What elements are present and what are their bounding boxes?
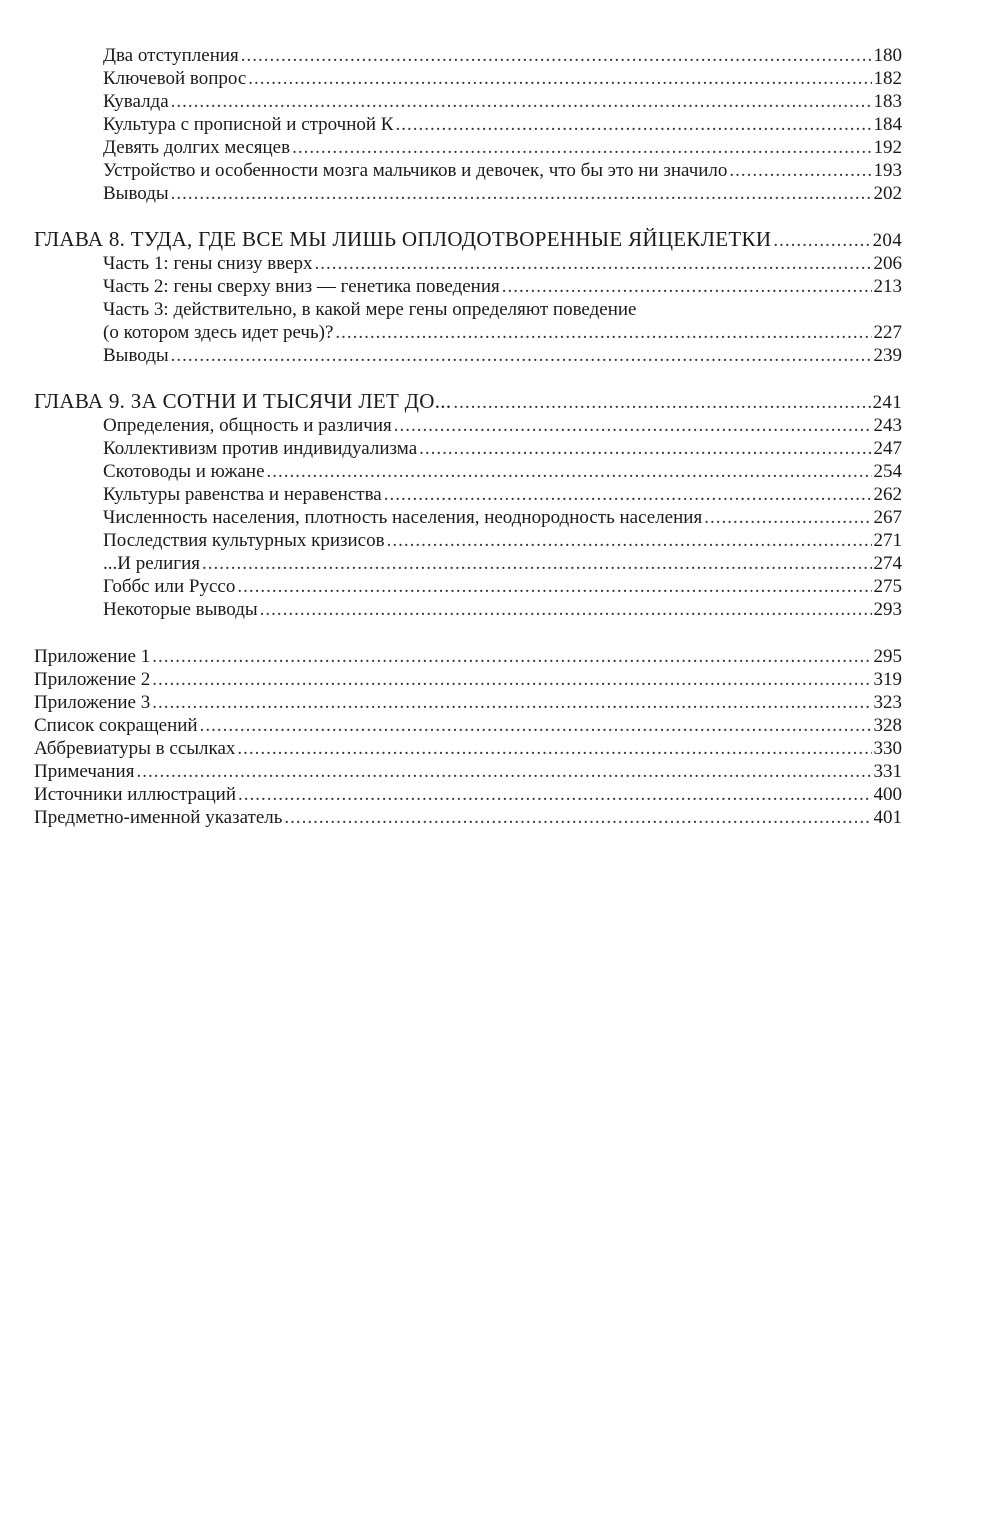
toc-entry: [34, 460, 902, 483]
toc-entry-page: 254: [873, 461, 902, 482]
toc-entry-page: 330: [873, 738, 902, 759]
toc-entry-title: Аббревиатуры в ссылках: [34, 738, 236, 759]
toc-entry: [34, 575, 902, 598]
toc-entry: [34, 552, 902, 575]
toc-entry-page: 247: [873, 438, 902, 459]
toc-entry-title: Приложение 3: [34, 692, 151, 713]
toc-entry-page: 239: [873, 345, 902, 366]
toc-entry-page: 267: [873, 507, 902, 528]
leader-dots: [502, 275, 872, 298]
toc-entry-page: 202: [873, 183, 902, 204]
spacer: [34, 205, 902, 227]
leader-dots: [202, 552, 871, 575]
toc-entry-title: Кувалда: [103, 91, 169, 112]
leader-dots: [171, 182, 872, 205]
toc-entry: [34, 44, 902, 67]
chapter-page: 241: [872, 392, 902, 413]
toc-entry: [34, 67, 902, 90]
toc-entry-title-line2: (о котором здесь идет речь)?: [103, 322, 334, 343]
spacer: [34, 367, 902, 389]
toc-entry-page: 213: [873, 276, 902, 297]
toc-entry-title: Численность населения, плотность населения, неоднородность населения: [103, 507, 703, 528]
toc-entry: [34, 414, 902, 437]
toc-entry: [34, 645, 902, 668]
toc-entry: [34, 252, 902, 275]
toc-entry: [34, 90, 902, 113]
leader-dots: [152, 668, 871, 691]
toc-entry-page: 400: [873, 784, 902, 805]
leader-dots: [394, 414, 872, 437]
toc-entry-page: 243: [873, 415, 902, 436]
toc-entry-title: Устройство и особенности мозга мальчиков и девочек, что бы это ни значило: [103, 160, 728, 181]
chapter-8-heading: [34, 227, 902, 252]
toc-entry-page: 193: [873, 160, 902, 181]
leader-dots: [387, 529, 872, 552]
toc-entry-title: Два отступления: [103, 45, 239, 66]
toc-entry-title: Примечания: [34, 761, 135, 782]
toc-entry-title: Скотоводы и южане: [103, 461, 265, 482]
toc-entry-page: 274: [873, 553, 902, 574]
toc-entry: [34, 113, 902, 136]
toc-entry-title: Культура с прописной и строчной К: [103, 114, 394, 135]
toc-entry-page: 183: [873, 91, 902, 112]
toc-entry: [34, 159, 902, 182]
leader-dots: [152, 691, 871, 714]
toc-entry-title: Список сокращений: [34, 715, 198, 736]
leader-dots: [284, 806, 871, 829]
toc-entry-title: Источники иллюстраций: [34, 784, 236, 805]
toc-entry-page: 323: [873, 692, 902, 713]
toc-entry-page: 192: [873, 137, 902, 158]
toc-entry: [34, 529, 902, 552]
leader-dots: [292, 136, 871, 159]
toc-entry-title: Ключевой вопрос: [103, 68, 247, 89]
toc-entry: [34, 668, 902, 691]
toc-entry-page: 271: [873, 530, 902, 551]
toc-entry-page: 331: [873, 761, 902, 782]
toc-entry: [34, 714, 902, 737]
toc-entry: [34, 483, 902, 506]
toc-entry-title: Выводы: [103, 183, 169, 204]
leader-dots: [419, 437, 871, 460]
toc-entry-page: 180: [873, 45, 902, 66]
toc-entry-title: Гоббс или Руссо: [103, 576, 236, 597]
toc-entry: [34, 321, 902, 344]
chapter-page: 204: [872, 230, 902, 251]
toc-entry-page: 401: [873, 807, 902, 828]
toc-entry-title: Некоторые выводы: [103, 599, 258, 620]
toc-entry-page: 295: [873, 646, 902, 667]
toc-entry-title: ...И религия: [103, 553, 201, 574]
toc-entry-title: Коллективизм против индивидуализма: [103, 438, 418, 459]
toc-entry: [34, 806, 902, 829]
toc-entry-title-line1: Часть 3: действительно, в какой мере гены определяют поведение: [103, 299, 637, 320]
toc-entry-title: Предметно-именной указатель: [34, 807, 283, 828]
chapter-title: ГЛАВА 8. ТУДА, ГДЕ ВСЕ МЫ ЛИШЬ ОПЛОДОТВОРЕННЫЕ ЯЙЦЕКЛЕТКИ: [34, 227, 772, 251]
leader-dots: [773, 227, 870, 253]
toc-entry-page: 293: [873, 599, 902, 620]
leader-dots: [248, 67, 871, 90]
toc-entry: [34, 344, 902, 367]
toc-entry: [34, 136, 902, 159]
toc-entry-page: 319: [873, 669, 902, 690]
toc-entry-page: 227: [873, 322, 902, 343]
leader-dots: [200, 714, 872, 737]
toc-entry-page: 262: [873, 484, 902, 505]
toc-entry-title: Часть 2: гены сверху вниз — генетика поведения: [103, 276, 500, 297]
chapter-title: ГЛАВА 9. ЗА СОТНИ И ТЫСЯЧИ ЛЕТ ДО...: [34, 389, 452, 413]
leader-dots: [237, 575, 871, 598]
toc-entry-title: Последствия культурных кризисов: [103, 530, 385, 551]
leader-dots: [315, 252, 872, 275]
leader-dots: [171, 344, 872, 367]
spacer: [34, 621, 902, 645]
leader-dots: [267, 460, 872, 483]
toc-entry-page: 182: [873, 68, 902, 89]
toc-entry-title: Определения, общность и различия: [103, 415, 392, 436]
toc-entry: [34, 760, 902, 783]
toc-entry-title: Часть 1: гены снизу вверх: [103, 253, 313, 274]
leader-dots: [238, 783, 872, 806]
chapter-9-heading: [34, 389, 902, 414]
toc-entry: [34, 691, 902, 714]
table-of-contents: [34, 44, 902, 829]
toc-entry-page: 328: [873, 715, 902, 736]
leader-dots: [241, 44, 872, 67]
leader-dots: [171, 90, 872, 113]
toc-entry: [34, 783, 902, 806]
leader-dots: [237, 737, 871, 760]
toc-entry: [34, 182, 902, 205]
toc-entry-page: 184: [873, 114, 902, 135]
leader-dots: [384, 483, 872, 506]
toc-entry-title: Приложение 2: [34, 669, 151, 690]
leader-dots: [453, 389, 870, 415]
leader-dots: [704, 506, 871, 529]
leader-dots: [152, 645, 871, 668]
toc-entry-title: Культуры равенства и неравенства: [103, 484, 382, 505]
leader-dots: [395, 113, 871, 136]
toc-entry: [34, 275, 902, 298]
toc-entry-title: Девять долгих месяцев: [103, 137, 291, 158]
toc-entry: [34, 506, 902, 529]
toc-entry: [34, 598, 902, 621]
leader-dots: [136, 760, 871, 783]
toc-entry-title: Выводы: [103, 345, 169, 366]
toc-entry-page: 275: [873, 576, 902, 597]
toc-entry: [34, 437, 902, 460]
leader-dots: [335, 321, 871, 344]
toc-entry: [34, 737, 902, 760]
leader-dots: [260, 598, 872, 621]
toc-entry-page: 206: [873, 253, 902, 274]
toc-entry-title: Приложение 1: [34, 646, 151, 667]
leader-dots: [729, 159, 871, 182]
